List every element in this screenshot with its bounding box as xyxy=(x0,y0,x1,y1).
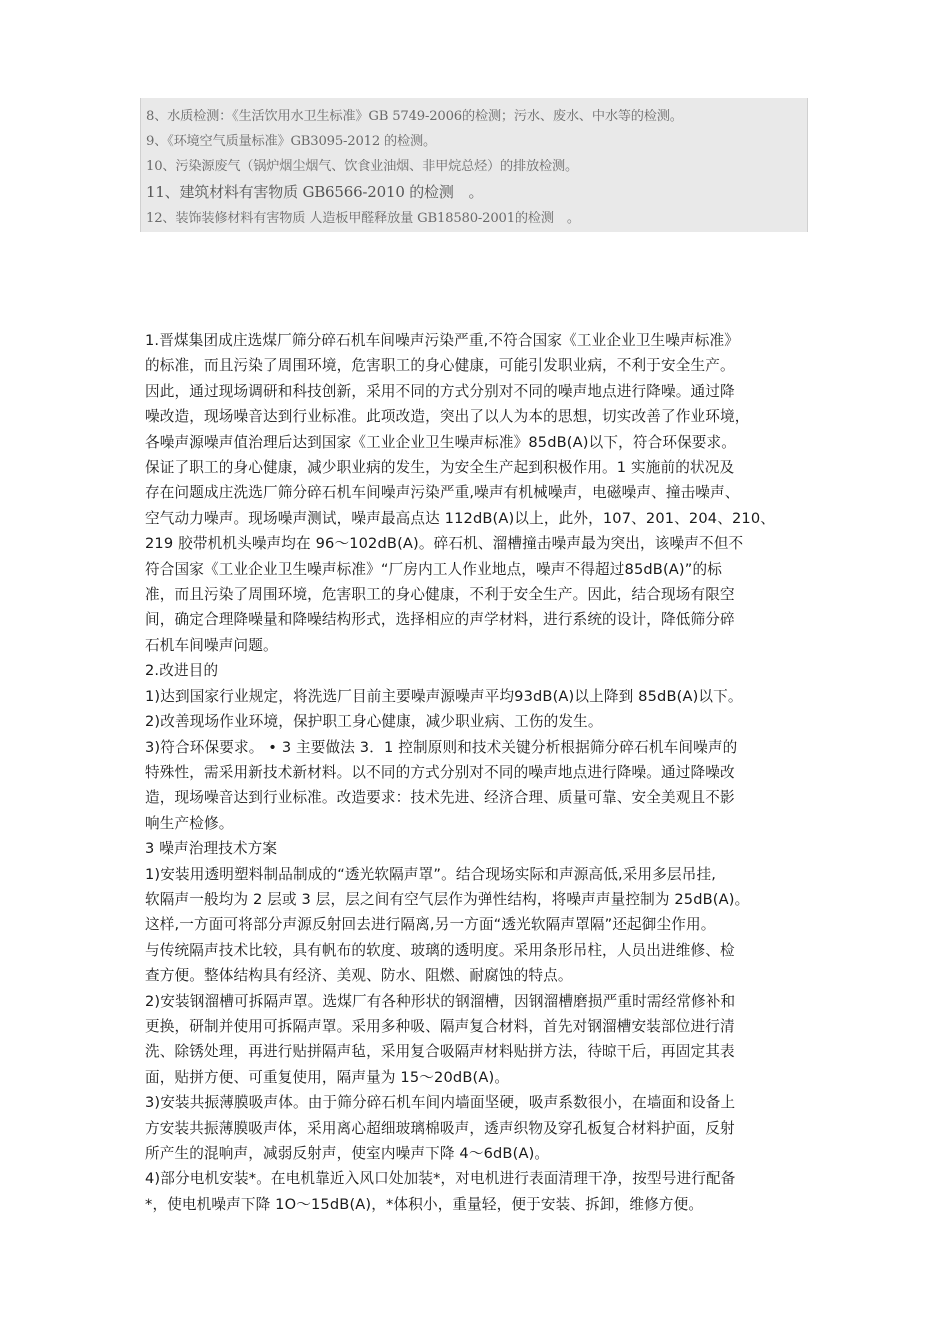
standards-item: 12、装饰装修材料有害物质 人造板甲醛释放量 GB18580-2001的检测 。 xyxy=(146,211,580,226)
standards-item: 10、污染源废气（锅炉烟尘烟气、饮食业油烟、非甲烷总烃）的排放检测。 xyxy=(146,159,578,174)
article-line: 更换，研制并使用可拆隔声罩。采用多种吸、隔声复合材料，首先对钢溜槽安装部位进行清 xyxy=(145,1017,735,1035)
article-line: 3)符合环保要求。 • 3 主要做法 3．1 控制原则和技术关键分析根据筛分碎石机车间噪声的 xyxy=(145,738,738,756)
article-line: 各噪声源噪声值治理后达到国家《工业企业卫生噪声标准》85dB(A)以下，符合环保要求。 xyxy=(145,433,737,451)
section-heading: 2.改进目的 xyxy=(145,662,219,680)
standards-item: 11、建筑材料有害物质 GB6566-2010 的检测 。 xyxy=(146,183,484,201)
article-line: 间，确定合理降噪量和降噪结构形式，选择相应的声学材料，进行系统的设计，降低筛分碎 xyxy=(145,611,735,629)
article-line: 方安装共振薄膜吸声体，采用离心超细玻璃棉吸声，透声织物及穿孔板复合材料护面，反射 xyxy=(145,1119,735,1137)
article-line: 石机车间噪声问题。 xyxy=(145,636,278,654)
article-line: 噪改造，现场噪音达到行业标准。此项改造，突出了以人为本的思想，切实改善了作业环境， xyxy=(145,408,750,426)
article-line: 保证了职工的身心健康，减少职业病的发生，为安全生产起到积极作用。1 实施前的状况及 xyxy=(145,459,735,477)
article-line: 造，现场噪音达到行业标准。改造要求：技术先进、经济合理、质量可靠、安全美观且不影 xyxy=(145,789,735,807)
article-line: 因此，通过现场调研和科技创新，采用不同的方式分别对不同的噪声地点进行降噪。通过降 xyxy=(145,382,735,400)
article-line: 219 胶带机机头噪声均在 96～102dB(A)。碎石机、溜槽撞击噪声最为突出，该噪声不但不 xyxy=(145,535,744,553)
article-line: 与传统隔声技术比较，具有帆布的软度、玻璃的透明度。采用条形吊柱，人员出进维修、检 xyxy=(145,941,735,959)
section-heading: 3 噪声治理技术方案 xyxy=(145,840,278,858)
article-line: 软隔声一般均为 2 层或 3 层，层之间有空气层作为弹性结构，将噪声声量控制为 25dB(A)。 xyxy=(145,890,750,908)
standards-list-box xyxy=(140,98,808,232)
article-line: 4)部分电机安装*。在电机靠近入风口处加装*，对电机进行表面清理干净，按型号进行配备 xyxy=(145,1170,736,1188)
article-line: *，使电机噪声下降 1O～15dB(A)，*体积小，重量轻，便于安装、拆卸，维修方便。 xyxy=(145,1195,704,1213)
article-line: 1)安装用透明塑料制品制成的“透光软隔声罩”。结合现场实际和声源高低,采用多层吊挂, xyxy=(145,865,717,883)
article-line: 存在问题成庄洗选厂筛分碎石机车间噪声污染严重,噪声有机械噪声，电磁噪声、撞击噪声、 xyxy=(145,484,740,502)
article-line: 这样,一方面可将部分声源反射回去进行隔离,另一方面“透光软隔声罩隔”还起御尘作用。 xyxy=(145,916,716,934)
article-line: 空气动力噪声。现场噪声测试，噪声最高点达 112dB(A)以上，此外，107、201、204、210、 xyxy=(145,509,776,527)
article-line: 2)改善现场作业环境，保护职工身心健康，减少职业病、工伤的发生。 xyxy=(145,713,603,731)
article-line: 响生产检修。 xyxy=(145,814,234,832)
article-line: 特殊性，需采用新技术新材料。以不同的方式分别对不同的噪声地点进行降噪。通过降噪改 xyxy=(145,763,735,781)
article-line: 所产生的混响声，减弱反射声，使室内噪声下降 4～6dB(A)。 xyxy=(145,1145,550,1162)
article-line: 1)达到国家行业规定，将洗选厂目前主要噪声源噪声平均93dB(A)以上降到 85dB(A)以下。 xyxy=(145,687,743,705)
standards-item: 9、《环境空气质量标准》GB3095-2012 的检测。 xyxy=(146,134,436,149)
article-line: 面，贴拼方便、可重复使用，隔声量为 15～20dB(A)。 xyxy=(145,1068,510,1086)
article-line: 查方便。整体结构具有经济、美观、防水、阻燃、耐腐蚀的特点。 xyxy=(145,967,573,985)
article-line: 洗、除锈处理，再进行贴拼隔声毡，采用复合吸隔声材料贴拼方法，待晾干后，再固定其表 xyxy=(145,1043,735,1061)
article-line: 准，而且污染了周围环境，危害职工的身心健康，不利于安全生产。因此，结合现场有限空 xyxy=(145,586,735,604)
article-line: 符合国家《工业企业卫生噪声标准》“厂房内工人作业地点，噪声不得超过85dB(A)”的标 xyxy=(145,560,722,578)
article-line: 3)安装共振薄膜吸声体。由于筛分碎石机车间内墙面坚硬，吸声系数很小，在墙面和设备上 xyxy=(145,1094,736,1112)
article-line: 1.晋煤集团成庄选煤厂筛分碎石机车间噪声污染严重,不符合国家《工业企业卫生噪声标准》 xyxy=(145,332,740,349)
article-line: 2)安装钢溜槽可拆隔声罩。选煤厂有各种形状的钢溜槽，因钢溜槽磨损严重时需经常修补和 xyxy=(145,992,736,1010)
article-line: 的标准，而且污染了周围环境，危害职工的身心健康，可能引发职业病，不利于安全生产。 xyxy=(145,357,735,375)
standards-item: 8、水质检测：《生活饮用水卫生标准》GB 5749-2006的检测；污水、废水、中水等的检测。 xyxy=(146,109,683,124)
article-body xyxy=(145,328,823,1217)
